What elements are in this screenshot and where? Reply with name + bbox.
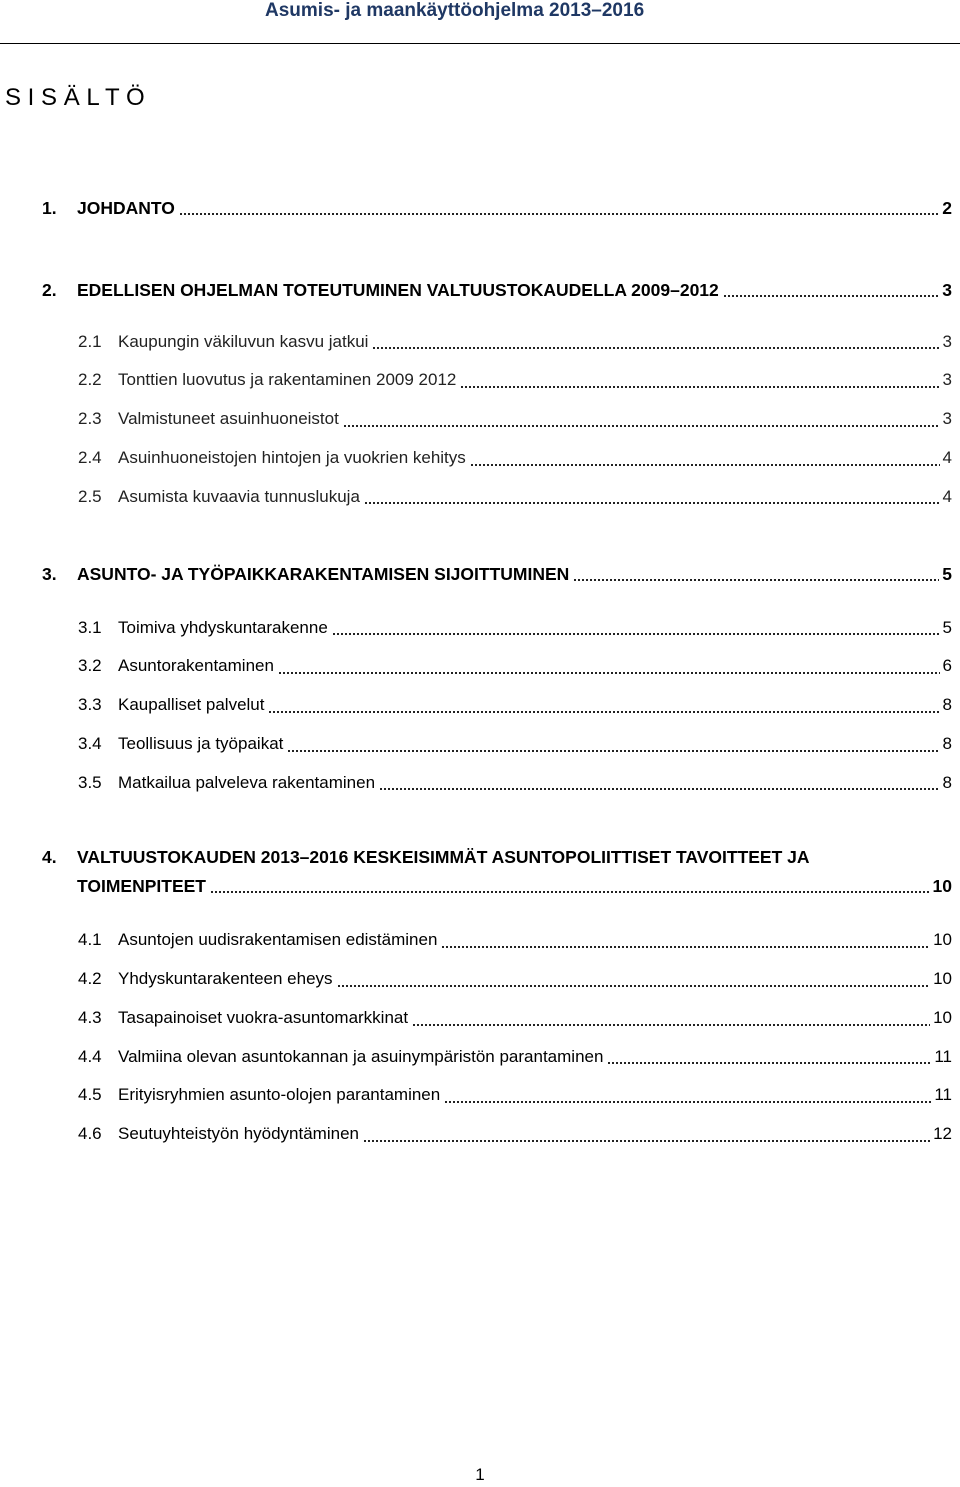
toc-entry-3-3 [0,686,952,725]
page-number: 1 [475,1465,485,1484]
dot-leader [441,946,930,948]
toc-entry-number: 3.4 [78,733,102,753]
toc-entry-4-1 [0,921,952,960]
toc-entry-title: Valmistuneet asuinhuoneistot [118,409,339,429]
toc-entry-title: VALTUUSTOKAUDEN 2013–2016 KESKEISIMMÄT ASUNTOPOLIITTISET TAVOITTEET JA [77,847,810,868]
dot-leader [470,464,940,466]
dot-leader [337,985,931,987]
toc-entry-page: 4 [942,447,952,467]
toc-entry-3-1 [0,609,952,648]
dot-leader [268,711,939,713]
toc-entry-page: 6 [942,656,952,676]
dot-leader [379,788,939,790]
toc-entry-page: 3 [942,279,952,300]
toc-entry-2-1 [0,323,952,362]
toc-entry-page: 10 [933,969,952,989]
dot-leader [372,347,939,349]
running-header-title: Asumis- ja maankäyttöohjelma 2013–2016 [265,0,645,21]
toc-entry-title-continued: TOIMENPITEET [77,876,206,897]
toc-entry-title: Asuntorakentaminen [118,656,274,676]
toc-entry-number: 4.1 [78,930,102,950]
toc-entry-title-block [77,843,952,901]
toc-entry-number: 1. [42,197,57,218]
toc-entry-title: Erityisryhmien asunto-olojen parantaminen [118,1085,441,1105]
toc-entry-number: 2. [42,279,57,300]
dot-leader [364,502,940,504]
toc-entry-4-4 [0,1038,952,1077]
toc-entry-number: 3.3 [78,695,102,715]
toc-entry-title: Matkailua palveleva rakentaminen [118,772,376,792]
toc-entry-3-4 [0,725,952,764]
toc-entry-title: Seutuyhteistyön hyödyntäminen [118,1124,359,1144]
toc-entry-4-3 [0,999,952,1038]
dot-leader [179,213,939,215]
toc-entry-page: 10 [933,930,952,950]
toc-entry-page: 2 [942,197,952,218]
toc-entry-title: Kaupungin väkiluvun kasvu jatkui [118,331,369,351]
toc-entry-number: 2.3 [78,409,102,429]
toc-entry-number: 3.1 [78,617,102,637]
toc-entry-page: 10 [933,1007,952,1027]
toc-heading: S I S Ä L T Ö [5,84,145,111]
toc-entry-page: 8 [942,772,952,792]
toc-entry-2-2 [0,361,952,400]
toc-entry-page: 5 [942,563,952,584]
toc-entry-page: 3 [942,370,952,390]
dot-leader [210,891,930,893]
toc-entry-2-3 [0,400,952,439]
toc-entry-number: 3.5 [78,772,102,792]
toc-entry-4 [0,843,952,901]
toc-entry-4-5 [0,1076,952,1115]
toc-entry-number: 4.3 [78,1007,102,1027]
toc-entry-page: 8 [942,733,952,753]
dot-leader [444,1101,931,1103]
toc-entry-2-4 [0,439,952,478]
toc-entry-number: 2.5 [78,486,102,506]
toc-entry-page: 8 [942,695,952,715]
toc-entry-title: Asumista kuvaavia tunnuslukuja [118,486,360,506]
toc-entry-3-5 [0,764,952,803]
dot-leader [287,750,939,752]
toc-entry-title: Valmiina olevan asuntokannan ja asuinympäristön parantaminen [118,1046,604,1066]
toc-entry-number: 2.1 [78,331,102,351]
toc-entry-title: ASUNTO- JA TYÖPAIKKARAKENTAMISEN SIJOITTUMINEN [77,563,570,584]
toc-entry-number: 4.2 [78,969,102,989]
toc-entry-page: 3 [942,331,952,351]
dot-leader [278,672,940,674]
toc-entry-4-2 [0,960,952,999]
toc-entry-title: Toimiva yhdyskuntarakenne [118,617,328,637]
toc-entry-title: EDELLISEN OHJELMAN TOTEUTUMINEN VALTUUSTOKAUDELLA 2009–2012 [77,279,719,300]
dot-leader [332,633,940,635]
toc-entry-title-continued-line [77,872,952,901]
toc-entry-title: JOHDANTO [77,197,175,218]
toc-entry-title: Tonttien luovutus ja rakentaminen 2009 2012 [118,370,457,390]
toc-entry-number: 4. [42,847,57,868]
toc-entry-title: Yhdyskuntarakenteen eheys [118,969,333,989]
toc-entry-2 [0,271,952,310]
dot-leader [573,579,939,581]
toc-entry-page: 4 [942,486,952,506]
toc-entry-page: 5 [942,617,952,637]
toc-entry-title: Kaupalliset palvelut [118,695,265,715]
table-of-contents [0,189,952,1154]
toc-entry-page: 11 [934,1085,952,1105]
toc-entry-3-2 [0,647,952,686]
toc-entry-number: 4.5 [78,1085,102,1105]
toc-entry-page: 10 [932,876,952,897]
toc-entry-page: 12 [933,1124,952,1144]
dot-leader [363,1140,930,1142]
toc-entry-page: 3 [942,409,952,429]
dot-leader [343,425,940,427]
toc-entry-number: 3. [42,563,57,584]
toc-entry-number: 4.4 [78,1046,102,1066]
toc-entry-1 [0,189,952,228]
toc-entry-title: Asuntojen uudisrakentamisen edistäminen [118,930,438,950]
dot-leader [412,1024,930,1026]
toc-entry-number: 4.6 [78,1124,102,1144]
toc-entry-number: 3.2 [78,656,102,676]
toc-entry-number: 2.2 [78,370,102,390]
toc-entry-number: 2.4 [78,447,102,467]
toc-entry-title: Teollisuus ja työpaikat [118,733,284,753]
dot-leader [460,386,939,388]
toc-entry-page: 11 [934,1046,952,1066]
toc-entry-3 [0,555,952,594]
dot-leader [607,1062,931,1064]
toc-entry-4-6 [0,1115,952,1154]
dot-leader [723,295,939,297]
toc-entry-title: Tasapainoiset vuokra-asuntomarkkinat [118,1007,409,1027]
toc-entry-2-5 [0,478,952,517]
header-divider [0,43,960,44]
toc-entry-title: Asuinhuoneistojen hintojen ja vuokrien kehitys [118,447,466,467]
